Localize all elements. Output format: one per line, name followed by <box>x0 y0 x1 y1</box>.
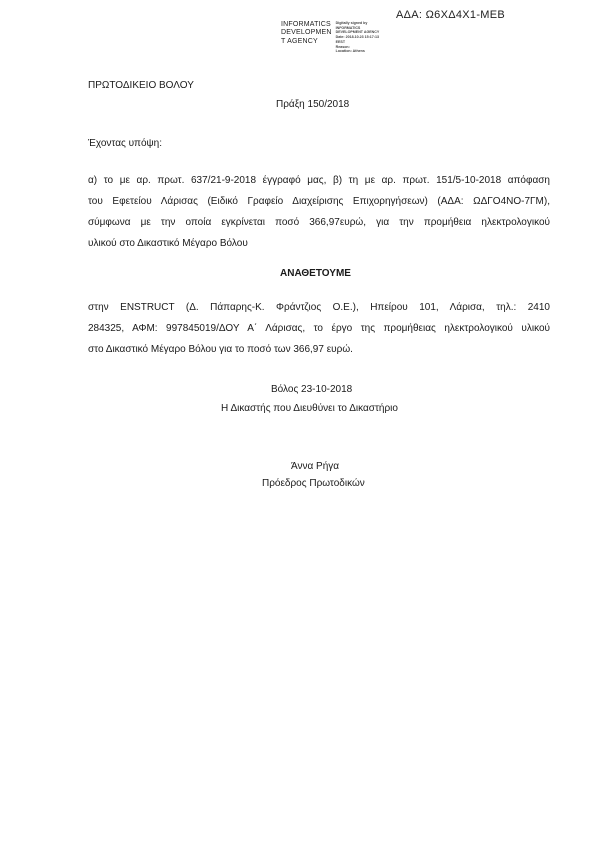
signature-detail-line: DEVELOPMENT AGENCY <box>335 30 380 35</box>
signer-name-line: DEVELOPMEN <box>281 29 332 37</box>
digital-signature-stamp <box>281 21 379 54</box>
signatory-title: Πρόεδρος Πρωτοδικών <box>262 478 365 489</box>
signatory-name: Άννα Ρήγα <box>291 461 340 472</box>
paragraph-line: α) το με αρ. πρωτ. 637/21-9-2018 έγγραφό μας, β) τη με αρ. πρωτ. 151/5-10-2018 απόφαση <box>88 175 550 186</box>
act-number: Πράξη 150/2018 <box>276 99 350 110</box>
court-name: ΠΡΩΤΟΔΙΚΕΙΟ ΒΟΛΟΥ <box>88 80 194 91</box>
signature-details <box>336 21 380 54</box>
paragraph-line: σύμφωνα με την οποία εγκρίνεται ποσό 366,97ευρώ, για την προμήθεια ηλεκτρολογικού <box>88 217 550 228</box>
paragraph-line: 284325, ΑΦΜ: 997845019/ΔΟΥ Α΄ Λάρισας, το έργο της προμήθειας ηλεκτρολογικού υλικού <box>88 323 550 334</box>
signature-detail-line: INFORMATICS <box>335 25 361 30</box>
place-date: Βόλος 23-10-2018 <box>271 384 353 395</box>
paragraph-line: στην ENSTRUCT (Δ. Πάπαρης-Κ. Φράντζιος Ο.Ε.), Ηπείρου 101, Λάρισα, τηλ.: 2410 <box>88 302 550 313</box>
ada-code: ΑΔΑ: Ω6ΧΔ4Χ1-ΜΕΒ <box>396 9 506 21</box>
signatory-role: Η Δικαστής που Διευθύνει το Δικαστήριο <box>221 403 398 414</box>
paragraph-a <box>88 170 550 254</box>
decision-heading: ΑΝΑΘΕΤΟΥΜΕ <box>280 268 351 279</box>
signature-detail-line: EEST <box>335 39 346 44</box>
paragraph-line: στο Δικαστικό Μέγαρο Βόλου για το ποσό των 366,97 ευρώ. <box>88 344 353 355</box>
signature-detail-line: Location: Athens <box>335 49 365 54</box>
signature-detail-line: Reason: <box>335 44 350 49</box>
signer-name-line: T AGENCY <box>281 37 318 45</box>
paragraph-line: του Εφετείου Λάρισας (Ειδικό Γραφείο Διαχείρισης Επιχορηγήσεων) (ΑΔΑ: ΩΔΓΟ4ΝΟ-7ΓΜ), <box>88 196 550 207</box>
signer-name <box>281 21 332 46</box>
signature-detail-line: Digitally signed by <box>335 21 368 25</box>
considering-label: Έχοντας υπόψη: <box>88 138 162 149</box>
paragraph-b <box>88 297 550 360</box>
signature-detail-line: Date: 2018.10.23 15:17:13 <box>335 35 379 40</box>
paragraph-line: υλικού στο Δικαστικό Μέγαρο Βόλου <box>88 238 248 249</box>
signer-name-line: INFORMATICS <box>281 21 331 28</box>
